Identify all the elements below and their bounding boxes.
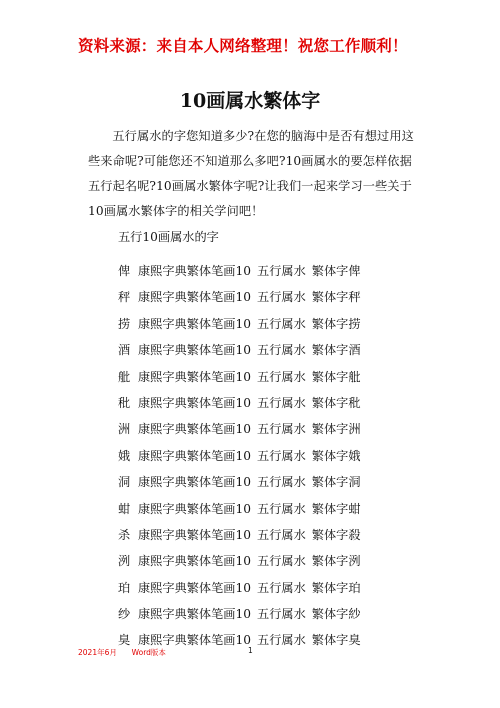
footer-version: Word版本 [131,648,166,657]
traditional-form: 繁体字洌 [311,554,361,569]
element-attribute: 五行属水 [257,527,306,542]
character: 舭 [118,369,131,384]
element-attribute: 五行属水 [257,264,306,278]
list-item [118,288,361,314]
traditional-form: 繁体字捞 [311,316,361,331]
list-item [118,447,361,473]
dictionary-strokes: 康熙字典繁体笔画10 [138,448,252,463]
dictionary-strokes: 康熙字典繁体笔画10 [138,343,252,358]
character-list [118,262,361,658]
character: 捞 [118,316,131,331]
page-number: 1 [248,646,253,655]
traditional-form: 繁体字俾 [311,264,361,278]
element-attribute: 五行属水 [257,290,306,305]
list-item [118,552,361,578]
character: 洲 [118,422,131,437]
element-attribute: 五行属水 [257,343,306,358]
dictionary-strokes: 康熙字典繁体笔画10 [138,422,252,437]
element-attribute: 五行属水 [257,369,306,384]
element-attribute: 五行属水 [257,448,306,463]
traditional-form: 繁体字娥 [311,448,361,463]
element-attribute: 五行属水 [257,475,306,490]
character: 秕 [118,395,131,410]
dictionary-strokes: 康熙字典繁体笔画10 [138,633,252,648]
list-item [118,605,361,631]
element-attribute: 五行属水 [257,633,306,648]
traditional-form: 繁体字殺 [311,527,361,542]
dictionary-strokes: 康熙字典繁体笔画10 [138,369,252,384]
footer-meta [78,647,166,658]
traditional-form: 繁体字酒 [311,343,361,358]
dictionary-strokes: 康熙字典繁体笔画10 [138,316,252,331]
traditional-form: 繁体字紗 [311,607,361,622]
dictionary-strokes: 康熙字典繁体笔画10 [138,527,252,542]
document-title: 10画属水繁体字 [179,90,321,112]
dictionary-strokes: 康熙字典繁体笔画10 [138,290,252,305]
character: 酒 [118,343,131,358]
list-item [118,526,361,552]
source-banner: 资料来源：来自本人网络整理！祝您工作顺利！ [78,37,408,55]
element-attribute: 五行属水 [257,501,306,516]
character: 纱 [118,607,131,622]
list-item [118,579,361,605]
element-attribute: 五行属水 [257,580,306,595]
dictionary-strokes: 康熙字典繁体笔画10 [138,580,252,595]
list-heading: 五行10画属水的字 [118,230,219,244]
character: 秤 [118,290,131,305]
traditional-form: 繁体字秤 [311,290,361,305]
character: 臭 [118,633,131,648]
character: 蚶 [118,501,131,516]
traditional-form: 繁体字洲 [311,422,361,437]
character: 娥 [118,448,131,463]
list-item [118,315,361,341]
dictionary-strokes: 康熙字典繁体笔画10 [138,607,252,622]
list-item [118,262,361,288]
dictionary-strokes: 康熙字典繁体笔画10 [138,501,252,516]
character: 珀 [118,580,131,595]
traditional-form: 繁体字秕 [311,395,361,410]
traditional-form: 繁体字蚶 [311,501,361,516]
element-attribute: 五行属水 [257,554,306,569]
list-item [118,368,361,394]
intro-paragraph: 五行属水的字您知道多少?在您的脑海中是否有想过用这些来命呢?可能您还不知道那么多吧?10画属水的要怎样依据五行起名呢?10画属水繁体字呢?让我们一起来学习一些关于10画属水繁体字的相关学问吧！ [88,129,414,218]
dictionary-strokes: 康熙字典繁体笔画10 [138,264,252,278]
list-item [118,500,361,526]
character: 洌 [118,554,131,569]
traditional-form: 繁体字臭 [311,633,361,648]
dictionary-strokes: 康熙字典繁体笔画10 [138,475,252,490]
traditional-form: 繁体字珀 [311,580,361,595]
list-item [118,420,361,446]
element-attribute: 五行属水 [257,316,306,331]
element-attribute: 五行属水 [257,607,306,622]
traditional-form: 繁体字洞 [311,475,361,490]
list-item [118,394,361,420]
traditional-form: 繁体字舭 [311,369,361,384]
element-attribute: 五行属水 [257,395,306,410]
character: 杀 [118,527,131,542]
footer-date: 2021年6月 [78,648,117,657]
list-item [118,473,361,499]
list-item [118,341,361,367]
dictionary-strokes: 康熙字典繁体笔画10 [138,554,252,569]
element-attribute: 五行属水 [257,422,306,437]
dictionary-strokes: 康熙字典繁体笔画10 [138,395,252,410]
character: 俾 [118,264,131,278]
character: 洞 [118,475,131,490]
